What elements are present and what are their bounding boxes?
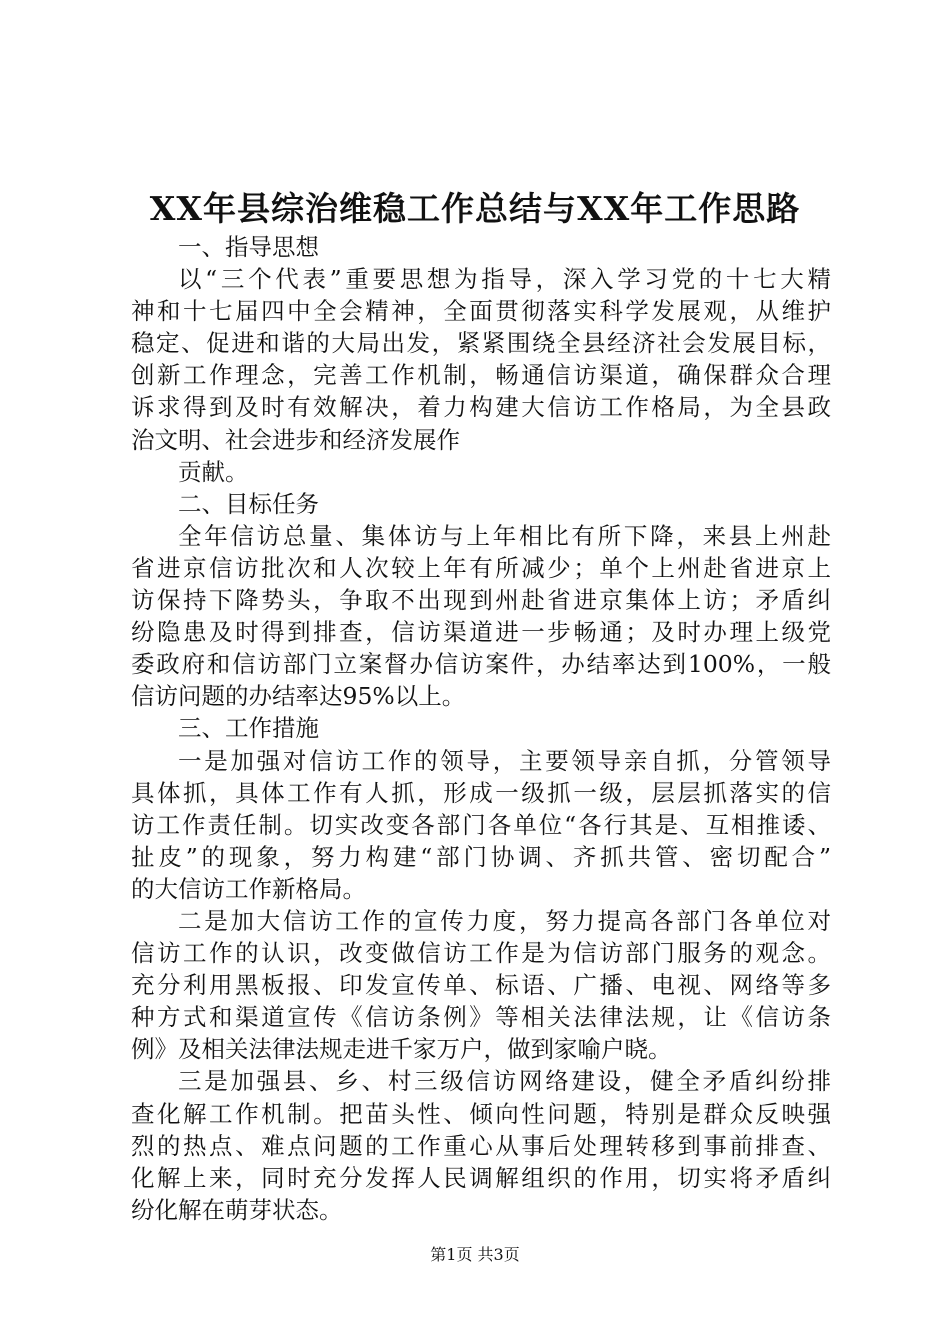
paragraph-line: 信访问题的办结率达95%以上。 bbox=[131, 682, 466, 711]
paragraph-line: 烈的热点、难点问题的工作重心从事后处理转移到事前排查、 bbox=[131, 1131, 831, 1160]
paragraph-line: 纷隐患及时得到排查，信访渠道进一步畅通；及时办理上级党 bbox=[131, 618, 831, 647]
section-heading-guiding-thought: 一、指导思想 bbox=[178, 233, 319, 261]
paragraph-line: 治文明、社会进步和经济发展作 bbox=[131, 425, 460, 454]
paragraph-line: 委政府和信访部门立案督办信访案件，办结率达到100%，一般 bbox=[131, 650, 831, 679]
paragraph-line: 神和十七届四中全会精神，全面贯彻落实科学发展观，从维护 bbox=[131, 297, 831, 326]
section-heading-measures: 三、工作措施 bbox=[178, 714, 319, 743]
paragraph-line: 以“三个代表”重要思想为指导，深入学习党的十七大精 bbox=[178, 265, 831, 294]
section-heading-goals: 二、目标任务 bbox=[178, 489, 319, 518]
paragraph-line: 三是加强县、乡、村三级信访网络建设，健全矛盾纠纷排 bbox=[178, 1067, 831, 1096]
paragraph-line: 的大信访工作新格局。 bbox=[131, 874, 366, 903]
paragraph-line: 诉求得到及时有效解决，着力构建大信访工作格局，为全县政 bbox=[131, 393, 831, 422]
paragraph-line: 充分利用黑板报、印发宣传单、标语、广播、电视、网络等多 bbox=[131, 971, 831, 1000]
paragraph-line: 创新工作理念，完善工作机制，畅通信访渠道，确保群众合理 bbox=[131, 361, 831, 390]
paragraph-line: 访工作责任制。切实改变各部门各单位“各行其是、互相推诿、 bbox=[131, 810, 831, 839]
page-number-footer: 第1页 共3页 bbox=[430, 1245, 520, 1264]
paragraph-line: 种方式和渠道宣传《信访条例》等相关法律法规，让《信访条 bbox=[131, 1003, 831, 1032]
paragraph-line: 全年信访总量、集体访与上年相比有所下降，来县上州赴 bbox=[178, 521, 831, 550]
document-body bbox=[131, 231, 831, 1226]
paragraph-line: 一是加强对信访工作的领导，主要领导亲自抓，分管领导 bbox=[178, 746, 831, 775]
document-title: XX年县综治维稳工作总结与XX年工作思路 bbox=[149, 189, 801, 228]
paragraph-line: 省进京信访批次和人次较上年有所减少；单个上州赴省进京上 bbox=[131, 553, 831, 582]
paragraph-line: 稳定、促进和谐的大局出发，紧紧围绕全县经济社会发展目标， bbox=[131, 329, 831, 358]
paragraph-line: 具体抓，具体工作有人抓，形成一级抓一级，层层抓落实的信 bbox=[131, 778, 831, 807]
paragraph-line: 查化解工作机制。把苗头性、倾向性问题，特别是群众反映强 bbox=[131, 1099, 831, 1128]
paragraph-line: 化解上来，同时充分发挥人民调解组织的作用，切实将矛盾纠 bbox=[131, 1163, 831, 1192]
paragraph-line: 二是加大信访工作的宣传力度，努力提高各部门各单位对 bbox=[178, 906, 831, 935]
paragraph-line: 扯皮”的现象，努力构建“部门协调、齐抓共管、密切配合” bbox=[131, 842, 831, 871]
paragraph-line: 贡献。 bbox=[178, 457, 249, 486]
paragraph-line: 例》及相关法律法规走进千家万户，做到家喻户晓。 bbox=[131, 1035, 672, 1064]
paragraph-line: 信访工作的认识，改变做信访工作是为信访部门服务的观念。 bbox=[131, 939, 831, 968]
paragraph-line: 访保持下降势头，争取不出现到州赴省进京集体上访；矛盾纠 bbox=[131, 586, 831, 615]
paragraph-line: 纷化解在萌芽状态。 bbox=[131, 1195, 343, 1224]
